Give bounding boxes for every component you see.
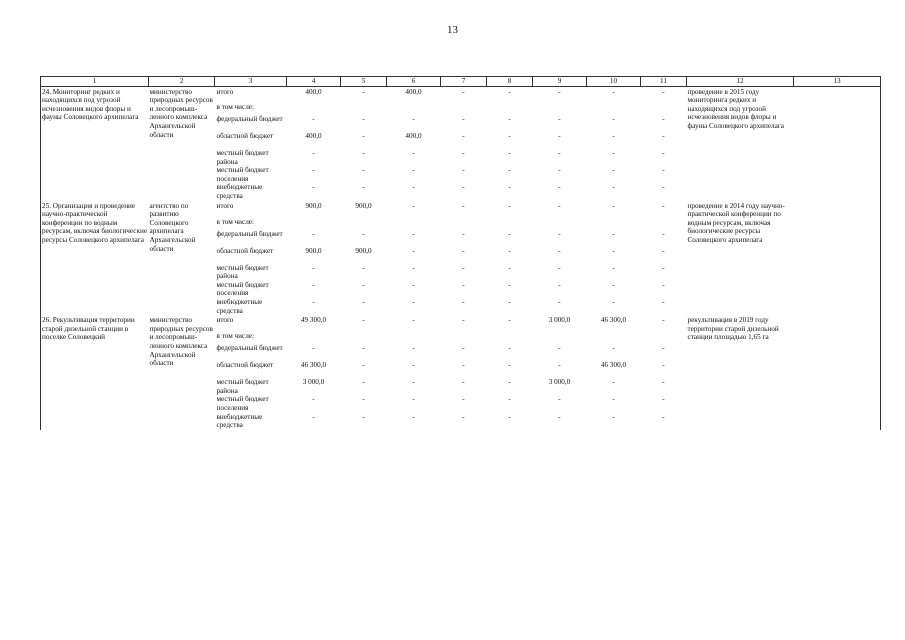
funding-source: в том числе: — [216, 103, 254, 112]
funding-value: - — [508, 280, 511, 289]
funding-value: - — [662, 298, 665, 307]
funding-value: - — [662, 280, 665, 289]
funding-value: - — [462, 316, 465, 325]
funding-value: - — [662, 395, 665, 404]
funding-value: - — [612, 298, 615, 307]
funding-value — [587, 332, 641, 344]
funding-value: 900,0 — [305, 201, 322, 210]
funding-value: - — [612, 229, 615, 238]
funding-value: 900,0 — [355, 246, 372, 255]
table-row — [41, 86, 881, 103]
funding-value: - — [508, 183, 511, 192]
funding-value — [533, 218, 587, 230]
funding-value: - — [508, 378, 511, 387]
funding-value: - — [412, 115, 415, 124]
funding-value: - — [612, 280, 615, 289]
funding-value: - — [662, 201, 665, 210]
funding-value: - — [312, 149, 315, 158]
funding-value: - — [412, 229, 415, 238]
funding-value: - — [612, 201, 615, 210]
funding-value: - — [462, 280, 465, 289]
notes-cell — [794, 315, 881, 430]
funding-value: 400,0 — [405, 87, 422, 96]
funding-value — [387, 332, 441, 344]
funding-value: 900,0 — [355, 201, 372, 210]
funding-value: - — [508, 201, 511, 210]
funding-value: - — [412, 166, 415, 175]
table-row — [41, 315, 881, 332]
funding-value: 3 000,0 — [302, 378, 325, 387]
funding-value: - — [412, 361, 415, 370]
funding-value: - — [362, 378, 365, 387]
funding-value: - — [662, 412, 665, 421]
expected-result: проведение в 2015 году мониторинга редких и находящихся под угрозой исчезновения видов флоры и фауны Соловецкого архипелага — [687, 87, 784, 130]
funding-value: - — [362, 280, 365, 289]
funding-value: - — [462, 344, 465, 353]
funding-value: - — [462, 263, 465, 272]
funding-source: местный бюджет поселения — [216, 280, 269, 298]
column-header-1: 1 — [41, 77, 149, 87]
funding-value: - — [462, 298, 465, 307]
funding-value: - — [362, 263, 365, 272]
funding-value: - — [558, 412, 561, 421]
funding-value: - — [612, 395, 615, 404]
funding-value: - — [362, 149, 365, 158]
funding-value: - — [662, 229, 665, 238]
funding-source: областной бюджет — [216, 132, 274, 141]
funding-value: - — [462, 87, 465, 96]
activity-name: 25. Организация и проведение научно-практической конференции по водным ресурсам, включая биологические ресурсы Соловецкого архипелага — [41, 201, 149, 316]
funding-value: - — [612, 132, 615, 141]
funding-value: 46 300,0 — [300, 361, 327, 370]
funding-source: в том числе: — [216, 332, 254, 341]
funding-value — [341, 103, 387, 115]
funding-value: - — [462, 412, 465, 421]
funding-value — [487, 103, 533, 115]
funding-value: - — [662, 246, 665, 255]
page-number: 13 — [447, 24, 458, 36]
funding-value: - — [612, 263, 615, 272]
funding-value: - — [312, 166, 315, 175]
funding-value — [641, 103, 687, 115]
funding-source: итого — [216, 201, 234, 210]
funding-value: - — [462, 115, 465, 124]
funding-value: 46 300,0 — [600, 361, 627, 370]
expected-result: рекультивация в 2019 году территории старой дизельной станции площадью 1,65 га — [687, 316, 779, 342]
funding-source: местный бюджет района — [216, 378, 269, 395]
funding-value: - — [462, 378, 465, 387]
funding-value: - — [462, 183, 465, 192]
funding-value: - — [558, 263, 561, 272]
notes-cell — [794, 201, 881, 316]
column-header-10: 10 — [587, 77, 641, 87]
funding-value: - — [412, 280, 415, 289]
funding-source: внебюджетные средства — [216, 412, 263, 430]
funding-source: федеральный бюджет — [216, 344, 283, 353]
funding-source: итого — [216, 87, 234, 96]
funding-value: 3 000,0 — [548, 378, 571, 387]
funding-value — [533, 332, 587, 344]
funding-value: - — [462, 361, 465, 370]
funding-value: - — [558, 183, 561, 192]
funding-value: - — [612, 115, 615, 124]
funding-value: - — [662, 344, 665, 353]
table-row — [41, 201, 881, 218]
funding-value: - — [662, 115, 665, 124]
column-header-11: 11 — [641, 77, 687, 87]
funding-value — [441, 103, 487, 115]
funding-value: 49 300,0 — [300, 316, 327, 325]
funding-value: 900,0 — [305, 246, 322, 255]
funding-value: - — [558, 87, 561, 96]
funding-value: - — [412, 298, 415, 307]
funding-value — [287, 332, 341, 344]
funding-value: 400,0 — [405, 132, 422, 141]
funding-value — [641, 218, 687, 230]
funding-value: - — [558, 280, 561, 289]
funding-value: - — [558, 395, 561, 404]
funding-value: - — [312, 298, 315, 307]
funding-value: - — [312, 229, 315, 238]
funding-value: - — [508, 229, 511, 238]
funding-value: - — [462, 229, 465, 238]
funding-value: - — [508, 298, 511, 307]
activity-name: 24. Мониторинг редких и находящихся под угрозой исчезновения видов флоры и фауны Соловецкого архипелага — [41, 86, 149, 201]
funding-value: - — [462, 166, 465, 175]
column-header-5: 5 — [341, 77, 387, 87]
funding-value: - — [508, 149, 511, 158]
funding-value: - — [508, 132, 511, 141]
responsible-executor: министерство природных ресурсов и лесопромыш-ленного комплекса Архангельской области — [149, 316, 213, 368]
column-header-13: 13 — [794, 77, 881, 87]
funding-value — [487, 218, 533, 230]
funding-value: - — [362, 412, 365, 421]
funding-value: - — [362, 166, 365, 175]
funding-value: - — [508, 246, 511, 255]
funding-source: внебюджетные средства — [216, 298, 263, 315]
funding-value — [287, 218, 341, 230]
funding-value: - — [462, 246, 465, 255]
funding-source: местный бюджет района — [216, 263, 269, 281]
funding-value: - — [312, 395, 315, 404]
funding-value: - — [612, 344, 615, 353]
column-header-4: 4 — [287, 77, 341, 87]
expected-result: проведение в 2014 году научно-практической конференции по водным ресурсам, включая биологические ресурсы Соловецкого архипелага — [687, 201, 785, 245]
funding-value: - — [412, 378, 415, 387]
funding-value: - — [412, 395, 415, 404]
funding-value: - — [612, 246, 615, 255]
funding-source: местный бюджет поселения — [216, 395, 269, 412]
funding-source: местный бюджет поселения — [216, 166, 269, 183]
responsible-executor: министерство природных ресурсов и лесопромыш-ленного комплекса Архангельской области — [149, 87, 213, 139]
funding-value: - — [558, 201, 561, 210]
funding-value: - — [362, 183, 365, 192]
funding-source: федеральный бюджет — [216, 115, 283, 124]
funding-value — [341, 218, 387, 230]
column-header-7: 7 — [441, 77, 487, 87]
funding-value: - — [558, 344, 561, 353]
funding-value — [341, 332, 387, 344]
funding-value: - — [362, 132, 365, 141]
funding-value: - — [662, 263, 665, 272]
funding-value: - — [612, 149, 615, 158]
funding-value: - — [462, 132, 465, 141]
funding-value: - — [312, 280, 315, 289]
funding-value: - — [412, 246, 415, 255]
funding-value: - — [312, 183, 315, 192]
funding-value: - — [312, 344, 315, 353]
notes-cell — [794, 86, 881, 201]
funding-value: - — [612, 412, 615, 421]
responsible-executor: агентство по развитию Соловецкого архипелага Архангельской области — [149, 201, 196, 253]
funding-value: 3 000,0 — [548, 316, 571, 325]
funding-value: - — [662, 149, 665, 158]
funding-value: - — [362, 87, 365, 96]
funding-source: областной бюджет — [216, 246, 274, 255]
column-header-3: 3 — [215, 77, 287, 87]
funding-value: - — [612, 183, 615, 192]
funding-value — [533, 103, 587, 115]
funding-source: федеральный бюджет — [216, 229, 283, 238]
funding-value — [387, 103, 441, 115]
funding-value — [387, 218, 441, 230]
funding-value: - — [508, 87, 511, 96]
funding-value: - — [662, 183, 665, 192]
funding-value: - — [508, 166, 511, 175]
funding-value: - — [612, 378, 615, 387]
funding-value — [587, 103, 641, 115]
funding-value — [487, 332, 533, 344]
funding-value: - — [508, 395, 511, 404]
column-header-8: 8 — [487, 77, 533, 87]
funding-value: - — [362, 344, 365, 353]
funding-value: - — [312, 115, 315, 124]
column-header-12: 12 — [687, 77, 794, 87]
funding-value: - — [508, 115, 511, 124]
funding-value: - — [412, 316, 415, 325]
column-header-2: 2 — [149, 77, 215, 87]
program-table — [40, 76, 881, 430]
funding-value: - — [612, 87, 615, 96]
funding-source: в том числе: — [216, 217, 254, 226]
funding-value: 400,0 — [305, 87, 322, 96]
funding-source: местный бюджет района — [216, 149, 269, 166]
funding-value: - — [462, 149, 465, 158]
funding-value: - — [662, 87, 665, 96]
funding-value: - — [412, 183, 415, 192]
table-body — [41, 86, 881, 430]
funding-value: - — [558, 246, 561, 255]
funding-value — [441, 218, 487, 230]
funding-value: - — [312, 263, 315, 272]
funding-value: - — [462, 395, 465, 404]
funding-value: - — [412, 344, 415, 353]
column-header-6: 6 — [387, 77, 441, 87]
funding-value: - — [362, 229, 365, 238]
funding-value — [587, 218, 641, 230]
funding-value: - — [662, 378, 665, 387]
table-header — [41, 77, 881, 87]
funding-value: - — [662, 361, 665, 370]
funding-value: - — [558, 115, 561, 124]
funding-value: 400,0 — [305, 132, 322, 141]
funding-value: - — [558, 132, 561, 141]
funding-value: - — [362, 395, 365, 404]
funding-value: - — [362, 361, 365, 370]
funding-value: - — [558, 229, 561, 238]
funding-value — [641, 332, 687, 344]
funding-value: - — [558, 298, 561, 307]
funding-value: - — [662, 316, 665, 325]
activity-name: 26. Рекультивация территории старой дизельной станции в поселке Соловецкий — [41, 315, 149, 430]
funding-value: - — [312, 412, 315, 421]
funding-source: областной бюджет — [216, 361, 274, 370]
funding-value: - — [362, 298, 365, 307]
funding-value: - — [362, 115, 365, 124]
funding-value: - — [558, 361, 561, 370]
funding-source: итого — [216, 316, 234, 325]
funding-value: - — [412, 149, 415, 158]
funding-value: 46 300,0 — [600, 316, 627, 325]
funding-value: - — [508, 316, 511, 325]
column-header-9: 9 — [533, 77, 587, 87]
funding-value: - — [508, 344, 511, 353]
funding-value: - — [462, 201, 465, 210]
funding-value: - — [662, 166, 665, 175]
funding-value: - — [612, 166, 615, 175]
funding-value — [441, 332, 487, 344]
funding-value — [287, 103, 341, 115]
funding-value: - — [662, 132, 665, 141]
funding-value: - — [508, 361, 511, 370]
funding-value: - — [508, 412, 511, 421]
funding-value: - — [558, 166, 561, 175]
funding-value: - — [412, 412, 415, 421]
funding-value: - — [412, 263, 415, 272]
funding-source: внебюджетные средства — [216, 183, 263, 201]
funding-value: - — [508, 263, 511, 272]
funding-value: - — [412, 201, 415, 210]
funding-value: - — [558, 149, 561, 158]
funding-value: - — [362, 316, 365, 325]
